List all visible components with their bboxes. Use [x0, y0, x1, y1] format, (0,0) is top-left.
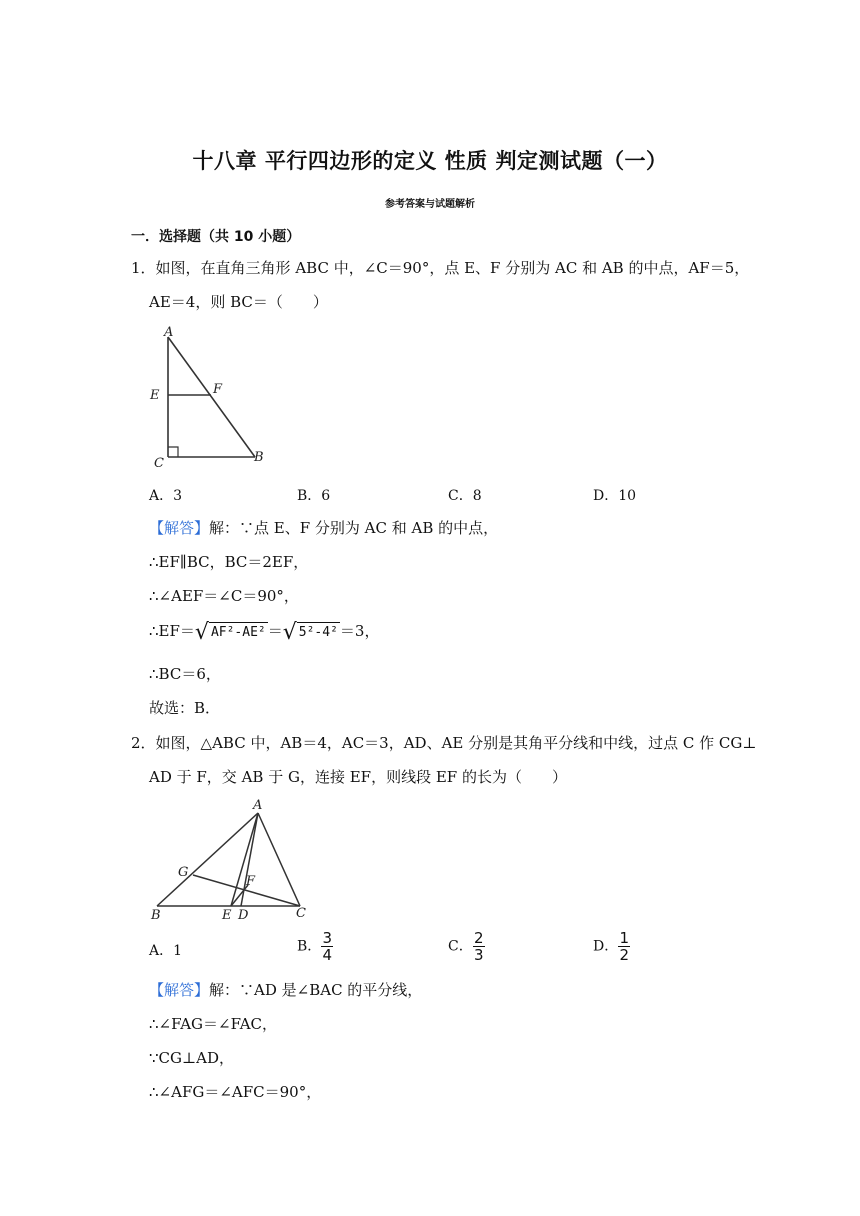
section-heading: 一．选择题（共 10 小题） [131, 229, 301, 245]
q1-label-a: A [164, 325, 174, 340]
q1-option-c: C．8 [448, 488, 482, 504]
q2-answer-tag: 【解答】 [149, 981, 210, 999]
q1-solution-line5: ∴BC＝6， [149, 665, 221, 683]
q2-figure [145, 795, 315, 925]
q1-answer-tag: 【解答】 [149, 519, 210, 537]
q2-solution-line1: 【解答】解：∵AD 是∠BAC 的平分线， [149, 981, 423, 999]
q2-stem-line2: AD 于 F，交 AB 于 G，连接 EF，则线段 EF 的长为（ ） [149, 768, 567, 786]
q1-solution-line1: 【解答】解：∵点 E、F 分别为 AC 和 AB 的中点， [149, 519, 499, 537]
q2-label-f: F [246, 874, 256, 889]
q1-right-angle-mark [168, 447, 178, 457]
q1-figure [140, 320, 280, 470]
q1-option-a: A．3 [149, 488, 183, 504]
q2-option-c-fraction: $\frac{2}{3}$ [473, 929, 484, 964]
q2-option-b-fraction: $\frac{3}{4}$ [322, 929, 333, 964]
q1-option-b: B．6 [297, 488, 331, 504]
q1-label-c: C [154, 456, 164, 470]
q1-label-b: B [254, 450, 264, 465]
q1-solution-line6: 故选：B． [149, 699, 221, 717]
q2-solution-line3: ∵CG⊥AD， [149, 1049, 234, 1067]
q2-option-c: C． $\frac{2}{3}$ [448, 929, 484, 964]
q2-solution-line4: ∴∠AFG＝∠AFC＝90°， [149, 1083, 322, 1101]
q2-side-ac [258, 813, 300, 906]
q2-label-b: B [151, 908, 161, 923]
q2-option-d-fraction: $\frac{1}{2}$ [619, 929, 629, 964]
q2-stem-line1: 2．如图，△ABC 中，AB＝4，AC＝3，AD、AE 分别是其角平分线和中线，过点 C 作 CG⊥ [131, 734, 757, 752]
q1-label-f: F [213, 382, 223, 397]
q2-label-d: D [238, 908, 249, 923]
q2-option-a: A．1 [149, 943, 183, 959]
q2-solution-line2: ∴∠FAG＝∠FAC， [149, 1015, 278, 1033]
q1-label-e: E [150, 388, 160, 403]
q2-label-c: C [296, 906, 306, 921]
q2-label-g: G [178, 865, 189, 880]
q2-option-b: B． $\frac{3}{4}$ [297, 929, 333, 964]
q1-solution-line4: ∴EF＝√ AF²-AE² ＝√ 5²-4² ＝3， [149, 620, 380, 645]
page-title: 十八章 平行四边形的定义 性质 判定测试题（一） [192, 149, 668, 173]
q1-solution-line3: ∴∠AEF＝∠C＝90°， [149, 587, 299, 605]
page-subtitle: 参考答案与试题解析 [385, 199, 475, 210]
q1-stem-line1: 1．如图，在直角三角形 ABC 中，∠C＝90°，点 E、F 分别为 AC 和 AB 的中点，AF＝5， [131, 259, 750, 277]
q1-stem-line2: AE＝4，则 BC＝（ ） [149, 293, 328, 311]
q2-label-a: A [253, 798, 263, 813]
q1-side-ab [168, 337, 255, 457]
q1-option-d: D．10 [593, 488, 637, 504]
q2-label-e: E [222, 908, 232, 923]
q1-solution-line2: ∴EF∥BC，BC＝2EF， [149, 553, 309, 571]
q2-option-d: D． $\frac{1}{2}$ [593, 929, 629, 964]
